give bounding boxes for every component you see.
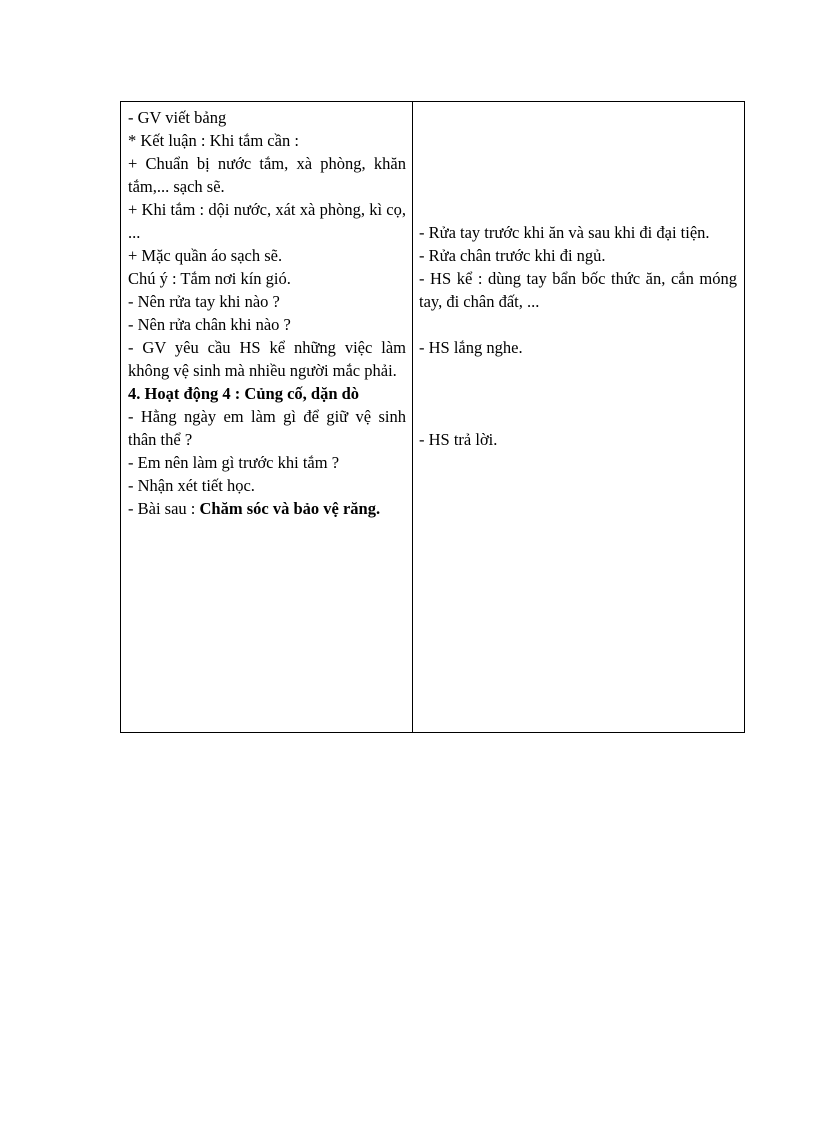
answer-line: - Rửa tay trước khi ăn và sau khi đi đại tiện.: [419, 223, 710, 242]
conclusion-line: * Kết luận : Khi tắm cần :: [128, 131, 299, 150]
next-lesson-title: Chăm sóc và bảo vệ răng.: [199, 499, 381, 518]
text-line: - GV viết bảng: [128, 108, 227, 127]
question-line: - Hằng ngày em làm gì để giữ vệ sinh thân thể ?: [128, 407, 406, 449]
text-line: - GV yêu cầu HS kể những việc làm không vệ sinh mà nhiều người mắc phải.: [128, 338, 406, 380]
next-lesson-prefix: - Bài sau :: [128, 499, 200, 518]
answer-line: - HS lắng nghe.: [419, 338, 523, 357]
question-line: - Nên rửa tay khi nào ?: [128, 292, 280, 311]
answer-line: - HS kể : dùng tay bẩn bốc thức ăn, cắn móng tay, đi chân đất, ...: [419, 269, 737, 311]
question-line: - Nên rửa chân khi nào ?: [128, 315, 291, 334]
column-divider: [412, 102, 413, 732]
teacher-column: [128, 106, 406, 520]
text-line: + Chuẩn bị nước tắm, xà phòng, khăn tắm,... sạch sẽ.: [128, 154, 406, 196]
text-line: + Mặc quần áo sạch sẽ.: [128, 246, 283, 265]
answer-line: - HS trả lời.: [419, 430, 498, 449]
activity-heading: 4. Hoạt động 4 : Củng cố, dặn dò: [128, 384, 360, 403]
lesson-table: [120, 101, 745, 733]
question-line: - Em nên làm gì trước khi tắm ?: [128, 453, 340, 472]
text-line: + Khi tắm : dội nước, xát xà phòng, kì cọ, ...: [128, 200, 406, 242]
text-line: - Nhận xét tiết học.: [128, 476, 255, 495]
student-column: [419, 106, 737, 451]
next-lesson-line: [128, 497, 406, 520]
answer-line: - Rửa chân trước khi đi ngủ.: [419, 246, 606, 265]
note-line: Chú ý : Tắm nơi kín gió.: [128, 269, 291, 288]
